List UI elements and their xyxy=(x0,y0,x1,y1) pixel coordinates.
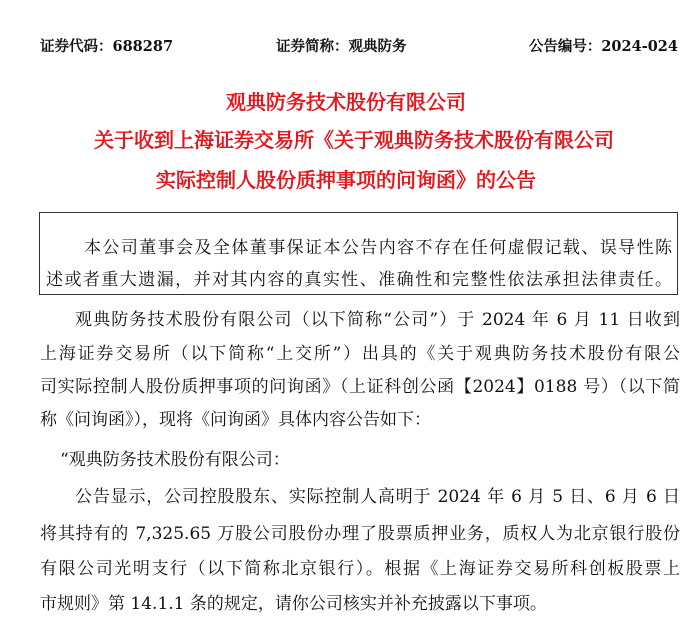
body-line-4: 称《问询函》），现将《问询函》具体内容公告如下： xyxy=(40,410,431,430)
body-line-9: 市规则》第 14.1.1 条的规定，请你公司核实并补充披露以下事项。 xyxy=(40,594,547,614)
title-line-2: 关于收到上海证券交易所《关于观典防务技术股份有限公司 xyxy=(94,128,614,152)
body-line-6: 公告显示，公司控股股东、实际控制人高明于 2024 年 6 月 5 日、6 月 6 日 xyxy=(75,487,680,507)
body-line-8: 有限公司光明支行（以下简称北京银行）。根据《上海证券交易所科创板股票上 xyxy=(40,559,680,579)
disclaimer-line-1: 本公司董事会及全体董事保证本公告内容不存在任何虚假记载、误导性陈 xyxy=(84,238,672,258)
body-line-7: 将其持有的 7,325.65 万股公司股份办理了股票质押业务，质权人为北京银行股份 xyxy=(40,524,680,544)
body-line-2: 上海证券交易所（以下简称“上交所”）出具的《关于观典防务技术股份有限公 xyxy=(40,344,680,364)
stock-code: 证券代码：688287 xyxy=(40,38,174,55)
body-line-1: 观典防务技术股份有限公司（以下简称“公司”）于 2024 年 6 月 11 日收到 xyxy=(75,310,680,330)
title-line-1: 观典防务技术股份有限公司 xyxy=(226,90,466,114)
stock-name: 证券简称：观典防务 xyxy=(276,38,407,55)
body-line-3: 司实际控制人股份质押事项的问询函》（上证科创公函【2024】0188 号）（以下简 xyxy=(40,377,680,397)
title-line-3: 实际控制人股份质押事项的问询函》的公告 xyxy=(156,168,536,192)
notice-number: 公告编号：2024-024 xyxy=(528,38,678,55)
body-line-5: “观典防务技术股份有限公司： xyxy=(60,450,290,470)
disclaimer-line-2: 述或者重大遗漏，并对其内容的真实性、准确性和完整性依法承担法律责任。 xyxy=(46,270,672,290)
